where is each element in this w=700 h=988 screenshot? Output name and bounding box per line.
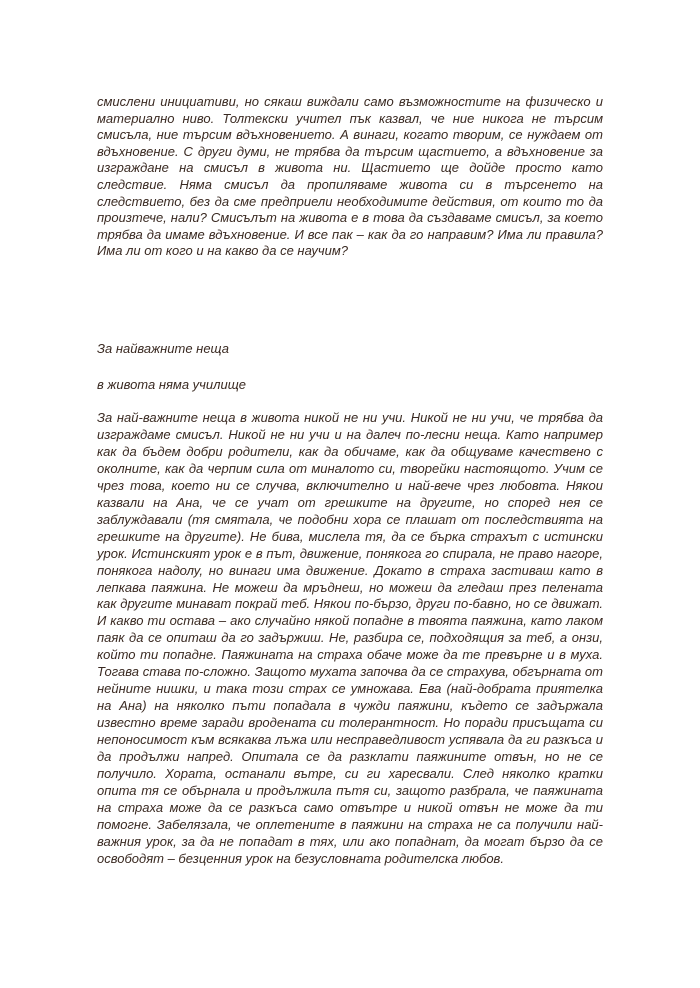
section-heading-line-1: За найважните неща	[97, 341, 229, 356]
body-paragraph-intro: смислени инициативи, но сякаш виждали само възможностите на физическо и материално ниво. Толтекски учител пък казвал, че ние никога не търсим смисъла, ние търсим вдъхновението. А винаги, когато творим, се нуждаем от вдъхновение. С други думи, не трябва да търсим щастието, а вдъхновение за изграждане на смисъл в живота ни. Щастието ще дойде просто като следствие. Няма смисъл да пропиляваме живота си в търсенето на следствието, без да сме предприели необходимите действия, от които то да произтече, нали? Смисълът на живота е в това да създаваме смисъл, за което трябва да имаме вдъхновение. И все пак – как да го направим? Има ли правила? Има ли от кого и на какво да се научим?	[97, 94, 603, 259]
body-paragraph-main: За най-важните неща в живота никой не ни учи. Никой не ни учи, че трябва да изграждаме смисъл. Никой не ни учи и на далеч по-лесни неща. Като например как да бъдем добри родители, как да обичаме, как да общуваме качествено с околните, как да черпим сила от миналото си, творейки настоящото. Учим се чрез това, което ни се случва, включително и най-вече чрез любовта. Някои казвали на Ана, че се учат от грешките на другите, но според нея се заблуждавали (тя смятала, че подобни хора се плашат от последствията на грешките на другите). Не бива, мислела тя, да се бърка страхът с истински урок. Истинският урок е в път, движение, понякога го спирала, не право нагоре, понякога надолу, но винаги има движение. Докато в страха застиваш като в лепкава паяжина. Не можеш да мръднеш, но можеш да гледаш през пелената как другите минават покрай теб. Някои по-бързо, други по-бавно, но се движат. И какво ти остава – ако случайно някой попадне в твоята паяжина, като лаком паяк да се опиташ да го задържиш. Не, разбира се, подходящия за теб, а онзи, който ти попадне. Паяжината на страха обаче може да те превърне и в муха. Тогава става по-сложно. Защото мухата започва да се страхува, обгърната от нейните нишки, и така този страх се умножава. Ева (най-добрата приятелка на Ана) на няколко пъти попадала в чужди паяжини, където се задържала известно време заради вродената си толерантност. Но поради присъщата си непоносимост към всякаква лъжа или несправедливост успявала да ги разкъса и да продължи напред. Опитала се да разклати паяжините отвън, но не се получило. Хората, останали вътре, си ги харесвали. След няколко кратки опита тя се обърнала и продължила пътя си, защото разбрала, че паяжината на страха може да се разкъса само отвътре и никой отвън не може да ти помогне. Забелязала, че оплетените в паяжини на страха не са получили най-важния урок, за да не попадат в тях, или ако попаднат, да могат бързо да се освободят – безценния урок на безусловната родителска любов.	[97, 410, 603, 866]
section-heading-line-2: в живота няма училище	[97, 377, 246, 392]
